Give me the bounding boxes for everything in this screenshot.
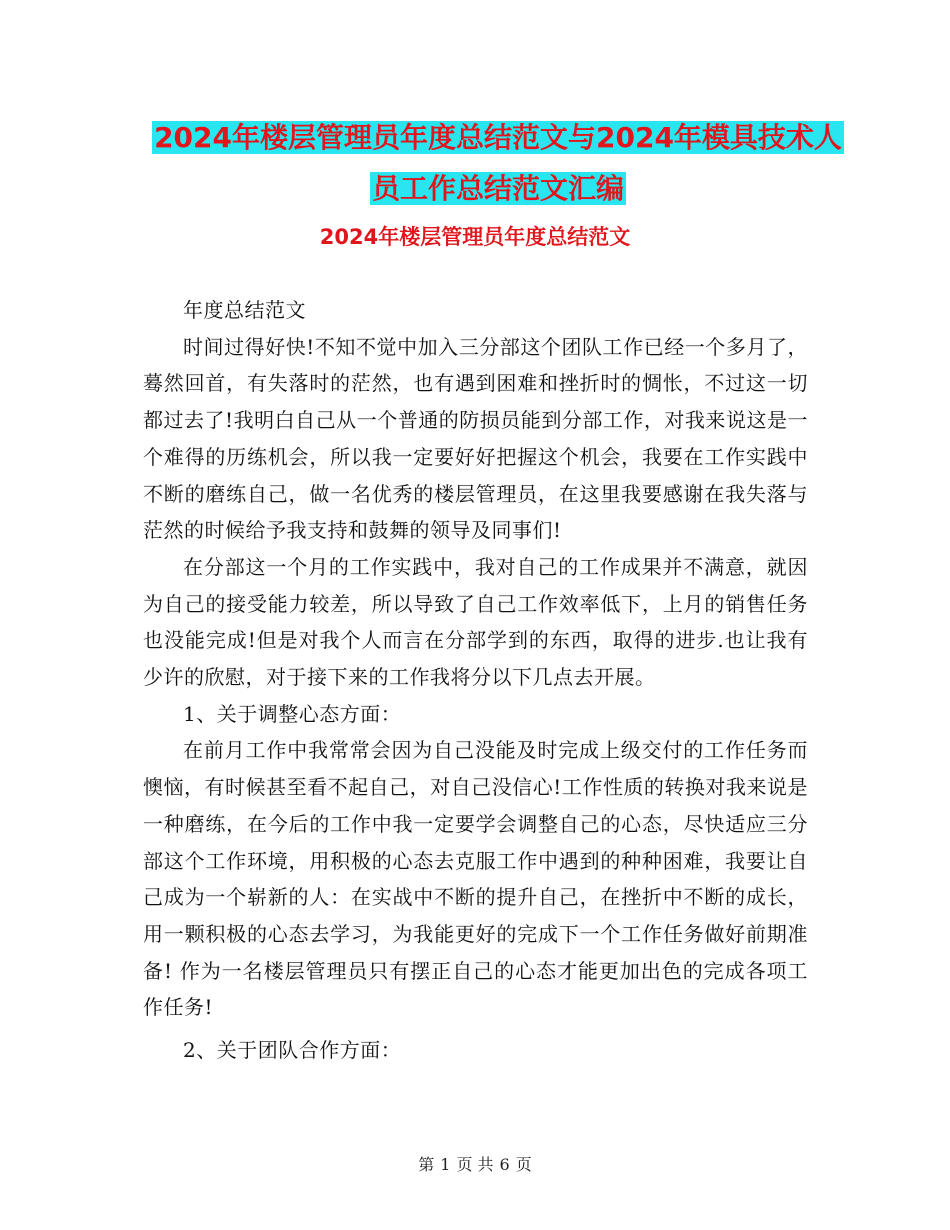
paragraph-intro: 年度总结范文 [183,298,306,322]
footer-middle: 页 共 [456,1155,494,1174]
page-number: 1 [440,1155,451,1174]
paragraph: 时间过得好快!不知不觉中加入三分部这个团队工作已经一个多月了，蓦然回首，有失落时的茫然，也有遇到困难和挫折时的惆怅，不过这一切都过去了!我明白自己从一个普通的防损员能到分部工作，对我来说这是一个难得的历练机会，所以我一定要好好把握这个机会，我要在工作实践中不断的磨练自己，做一名优秀的楼层管理员，在这里我要感谢在我失落与茫然的时候给予我支持和鼓舞的领导及同事们! [143,334,808,543]
paragraph: 在前月工作中我常常会因为自己没能及时完成上级交付的工作任务而懊恼，有时候甚至看不起自己，对自己没信心!工作性质的转换对我来说是一种磨练，在今后的工作中我一定要学会调整自己的心态，尽快适应三分部这个工作环境，用积极的心态去克服工作中遇到的种种困难，我要让自己成为一个崭新的人：在实战中不断的提升自己，在挫折中不断的成长，用一颗积极的心态去学习，为我能更好的完成下一个工作任务做好前期准备! 作为一名楼层管理员只有摆正自己的心态才能更加出色的完成各项工作任务! [143,738,808,1020]
section-title: 2024年楼层管理员年度总结范文 [319,225,631,249]
page-total: 6 [499,1155,510,1174]
page-footer [0,1153,950,1177]
body-text [143,292,808,1069]
title-line-1: 2024年楼层管理员年度总结范文与2024年模具技术人 [154,121,842,154]
footer-prefix: 第 [418,1155,435,1174]
section-heading-1: 1、关于调整心态方面： [183,701,402,726]
footer-suffix: 页 [515,1155,532,1174]
title-line-2: 员工作总结范文汇编 [371,172,624,205]
paragraph: 在分部这一个月的工作实践中，我对自己的工作成果并不满意，就因为自己的接受能力较差，所以导致了自己工作效率低下，上月的销售任务也没能完成!但是对我个人而言在分部学到的东西，取得的进步.也让我有少许的欣慰，对于接下来的工作我将分以下几点去开展。 [143,554,808,690]
section-heading-2: 2、关于团队合作方面： [183,1038,402,1063]
document-title [140,112,856,214]
